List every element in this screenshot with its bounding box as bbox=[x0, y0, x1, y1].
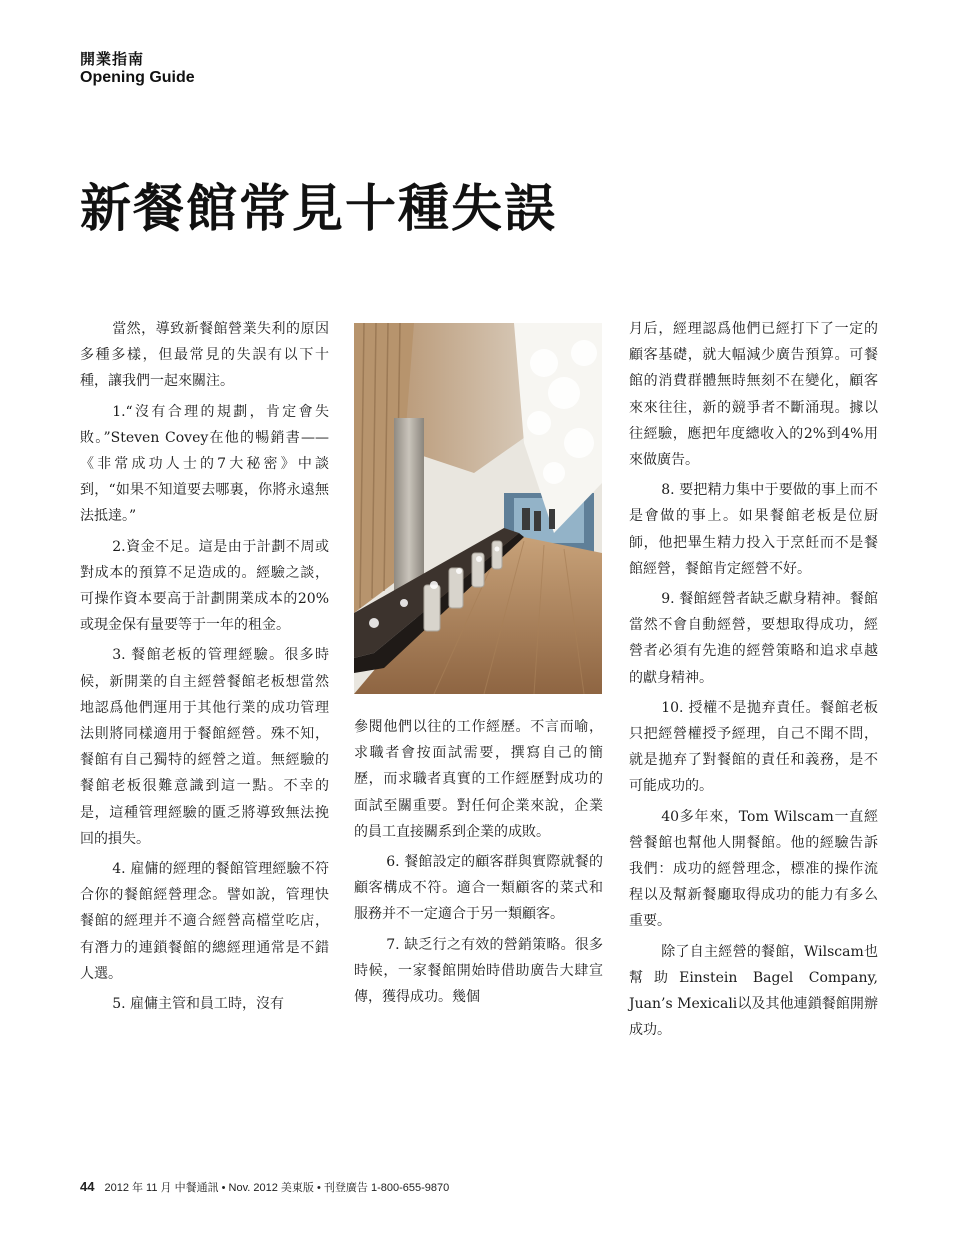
paragraph: 7. 缺乏行之有效的營銷策略。很多時候，一家餐館開始時借助廣告大肆宣傳，獲得成功。幾個 bbox=[354, 936, 603, 1006]
paragraph: 6. 餐館設定的顧客群與實際就餐的顧客構成不符。適合一類顧客的菜式和服務并不一定適合于另一類顧客。 bbox=[354, 854, 603, 923]
article-column-2 bbox=[354, 714, 603, 1014]
paragraph: 5. 雇傭主管和員工時，沒有 bbox=[112, 996, 284, 1013]
paragraph: 參閱他們以往的工作經歷。不言而喻，求職者會按面試需要，撰寫自己的簡歷，而求職者真實的工作經歷對成功的面試至關重要。對任何企業來說，企業的員工直接關系到企業的成敗。 bbox=[354, 719, 603, 840]
restaurant-interior-photo bbox=[354, 323, 602, 694]
paragraph: 當然，導致新餐館營業失利的原因多種多樣，但最常見的失誤有以下十種，讓我們一起來關注。 bbox=[80, 321, 329, 390]
paragraph: 9. 餐館經營者缺乏獻身精神。餐館當然不會自動經營，要想取得成功，經營者必須有先進的經營策略和追求卓越的獻身精神。 bbox=[629, 591, 878, 686]
paragraph: 2.資金不足。這是由于計劃不周或對成本的預算不足造成的。經驗之談，可操作資本要高于計劃開業成本的20%或現金保有量要等于一年的租金。 bbox=[80, 538, 329, 634]
footer-publication-info: 2012 年 11 月 中餐通訊 • Nov. 2012 美東版 • 刊登廣告 1-800-655-9870 bbox=[104, 1182, 450, 1194]
paragraph: 除了自主經營的餐館，Wilscam也幫助Einstein Bagel Company, Juan’s Mexicali以及其他連鎖餐館開辦成功。 bbox=[629, 943, 878, 1039]
article-column-3 bbox=[629, 316, 878, 1047]
section-label-chinese: 開業指南 bbox=[80, 50, 145, 68]
article-title: 新餐館常見十種失誤 bbox=[80, 179, 558, 239]
section-label-english: Opening Guide bbox=[80, 69, 195, 86]
page-number: 44 bbox=[80, 1179, 95, 1194]
paragraph: 8. 要把精力集中于要做的事上而不是會做的事上。如果餐館老板是位厨師，他把畢生精力投入于烹飪而不是餐館經營，餐館肯定經營不好。 bbox=[629, 482, 878, 577]
paragraph: 1.“沒有合理的規劃，肯定會失敗。”Steven Covey在他的暢銷書——《非常成功人士的7大秘密》中談到，“如果不知道要去哪裏，你將永遠無法抵達。” bbox=[80, 403, 329, 525]
article-column-1 bbox=[80, 316, 329, 1021]
paragraph: 10. 授權不是拋弃責任。餐館老板只把經營權授予經理，自己不聞不問，就是拋弃了對餐館的責任和義務，是不可能成功的。 bbox=[629, 699, 878, 795]
paragraph: 40多年來，Tom Wilscam一直經營餐館也幫他人開餐館。他的經驗告訴我們：成功的經營理念，標准的操作流程以及幫新餐廳取得成功的能力有多么重要。 bbox=[629, 808, 878, 930]
paragraph: 3. 餐館老板的管理經驗。很多時候，新開業的自主經營餐館老板想當然地認爲他們運用于其他行業的成功管理法則將同樣適用于餐館經營。殊不知，餐館有自己獨特的經營之道。無經驗的餐館老板很難意識到這一點。不幸的是，這種管理經驗的匱乏將導致無法挽回的損失。 bbox=[80, 647, 329, 847]
page-footer bbox=[80, 1180, 449, 1195]
paragraph: 月后，經理認爲他們已經打下了一定的顧客基礎，就大幅減少廣告預算。可餐館的消費群體無時無刻不在變化，顧客來來往往，新的競爭者不斷涌現。據以往經驗，應把年度總收入的2%到4%用來做廣告。 bbox=[629, 321, 878, 469]
paragraph: 4. 雇傭的經理的餐館管理經驗不符合你的餐館經營理念。譬如說，管理快餐館的經理并不適合經營高檔堂吃店，有潛力的連鎖餐館的總經理通常是不錯人選。 bbox=[80, 861, 329, 982]
